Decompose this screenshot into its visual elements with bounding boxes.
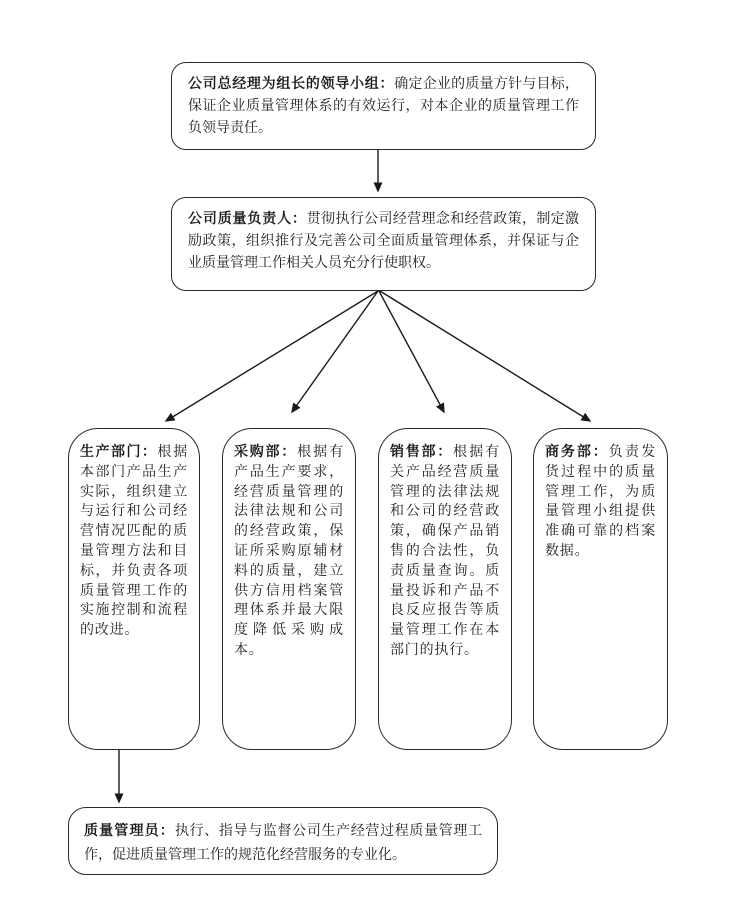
node-production-body: 根据本部门产品生产实际，组织建立与运行和公司经营情况匹配的质量管理方法和目标，并负责各项质量管理工作的实施控制和流程的改进。 bbox=[80, 445, 189, 639]
node-leadership-group bbox=[171, 62, 596, 150]
node-quality-officer bbox=[68, 807, 498, 875]
connector-quality-head-to-production bbox=[166, 291, 378, 421]
node-purchasing-title: 采购部： bbox=[234, 445, 298, 460]
node-leadership-title: 公司总经理为组长的领导小组： bbox=[188, 77, 395, 92]
node-quality-head-title: 公司质量负责人： bbox=[188, 212, 307, 227]
node-purchasing-dept bbox=[222, 428, 356, 750]
node-commerce-dept bbox=[533, 428, 668, 750]
node-quality-officer-text bbox=[84, 820, 482, 868]
node-commerce-text bbox=[545, 443, 656, 562]
node-sales-title: 销售部： bbox=[390, 445, 454, 460]
node-leadership-text bbox=[188, 74, 579, 140]
node-production-title: 生产部门： bbox=[80, 445, 158, 460]
node-production-dept bbox=[68, 428, 200, 750]
node-purchasing-body: 根据有产品生产要求，经营质量管理的法律法规和公司的经营政策，保证所采购原辅材料的质量，建立供方信用档案管理体系并最大限度降低采购成本。 bbox=[234, 445, 344, 658]
node-quality-officer-title: 质量管理员： bbox=[84, 824, 175, 839]
node-production-text bbox=[80, 443, 188, 641]
node-commerce-body: 负责发货过程中的质量管理工作，为质量管理小组提供准确可靠的档案数据。 bbox=[545, 445, 656, 559]
node-leadership-body: 确定企业的质量方针与目标，保证企业质量管理体系的有效运行，对本企业的质量管理工作负领导责任。 bbox=[188, 77, 580, 136]
node-quality-officer-body: 执行、指导与监督公司生产经营过程质量管理工作，促进质量管理工作的规范化经营服务的专业化。 bbox=[84, 824, 483, 863]
node-sales-dept bbox=[378, 428, 512, 750]
node-commerce-title: 商务部： bbox=[545, 445, 609, 460]
node-sales-text bbox=[390, 443, 500, 661]
node-quality-head-text bbox=[188, 209, 579, 275]
connector-quality-head-to-commerce bbox=[380, 291, 590, 421]
connector-quality-head-to-purchasing bbox=[292, 291, 378, 412]
connector-quality-head-to-sales bbox=[379, 291, 444, 412]
node-quality-head-body: 贯彻执行公司经营理念和经营政策，制定激励政策，组织推行及完善公司全面质量管理体系，并保证与企业质量管理工作相关人员充分行使职权。 bbox=[188, 212, 580, 271]
node-quality-head bbox=[171, 197, 596, 291]
node-purchasing-text bbox=[234, 443, 344, 661]
node-sales-body: 根据有关产品经营质量管理的法律法规和公司的经营政策，确保产品销售的合法性，负责质量查询。质量投诉和产品不良反应报告等质量管理工作在本部门的执行。 bbox=[390, 445, 500, 658]
